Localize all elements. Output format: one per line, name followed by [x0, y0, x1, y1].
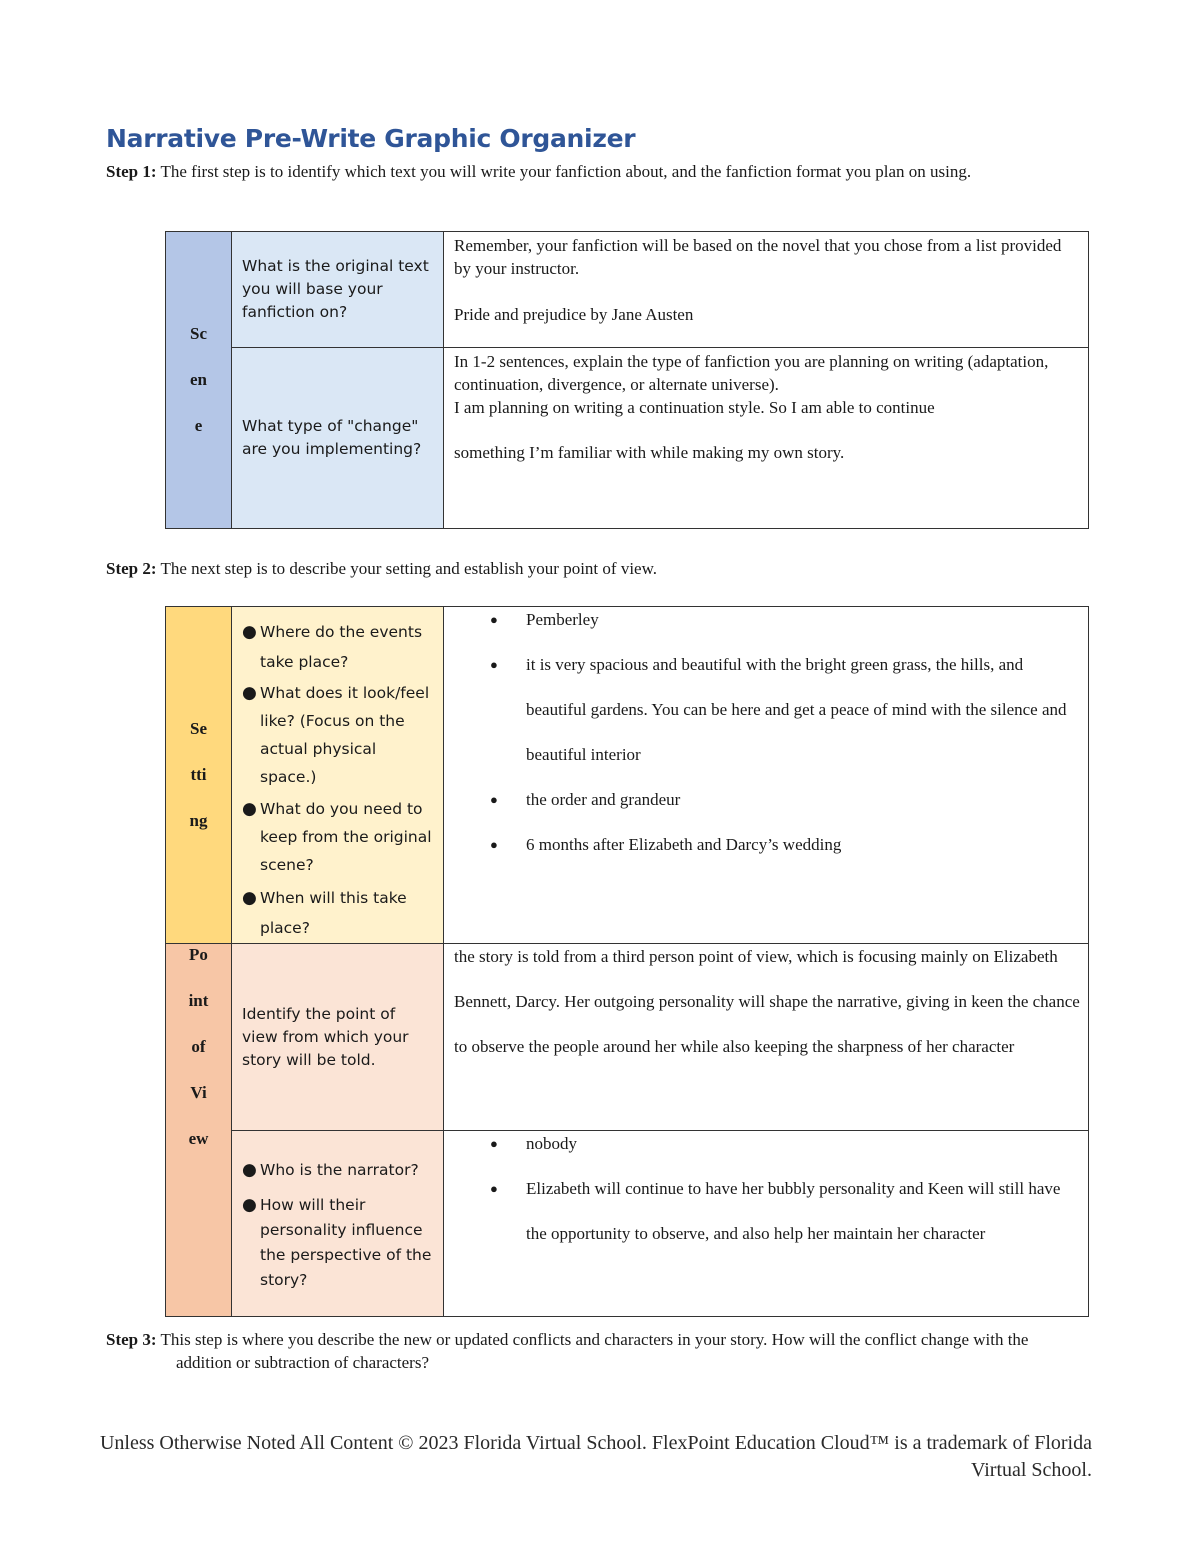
- setting-answer-item: ● Pemberley: [454, 597, 1078, 642]
- step-1-label: Step 1:: [106, 162, 157, 181]
- copyright-footer: Unless Otherwise Noted All Content © 2023 Florida Virtual School. FlexPoint Education Cloud™ is a trademark of Florida Virtual School.: [99, 1432, 1092, 1481]
- step-2-label: Step 2:: [106, 559, 157, 578]
- bullet-icon: ●: [490, 837, 498, 852]
- bullet-icon: ●: [490, 657, 498, 672]
- scene-side-label: Sc en e: [166, 232, 232, 529]
- bullet-icon: ●: [490, 1181, 498, 1196]
- bullet-icon: ●: [490, 612, 498, 627]
- setting-question-item: ● What does it look/feel like? (Focus on the actual physical space.): [242, 679, 433, 791]
- pov-answers-narrator[interactable]: [444, 1131, 1089, 1317]
- pov-questions-narrator: [232, 1131, 444, 1317]
- scene-answer-original-text[interactable]: [444, 232, 1089, 348]
- bullet-icon: ●: [242, 1159, 257, 1180]
- page-title: Narrative Pre-Write Graphic Organizer: [106, 124, 636, 153]
- bullet-icon: ●: [242, 799, 257, 819]
- pov-question-item: ● How will their personality influence the perspective of the story?: [242, 1194, 432, 1289]
- pov-side-label: Po int of Vi ew: [166, 944, 232, 1317]
- setting-side-label: Se tti ng: [166, 607, 232, 944]
- bullet-icon: ●: [242, 622, 257, 642]
- setting-question-item: ● What do you need to keep from the original scene?: [242, 795, 433, 879]
- scene-response-original-text: Pride and prejudice by Jane Austen: [454, 305, 694, 324]
- setting-answer-item: ● 6 months after Elizabeth and Darcy’s wedding: [454, 822, 1078, 867]
- step-3-text: This step is where you describe the new or updated conflicts and characters in your story. How will the conflict change with the addition or subtraction of characters?: [160, 1330, 1029, 1372]
- step-3-label: Step 3:: [106, 1330, 157, 1349]
- step-2-instructions: [106, 557, 1066, 580]
- step-3-instructions: [106, 1328, 1066, 1374]
- scene-response-change-type-line-2: something I’m familiar with while making my own story.: [454, 443, 845, 462]
- step-1-text: The first step is to identify which text you will write your fanfiction about, and the fanfiction format you plan on using.: [160, 162, 972, 181]
- scene-prompt-change-type: In 1-2 sentences, explain the type of fanfiction you are planning on writing (adaptation, continuation, divergence, or alternate universe).: [454, 352, 1049, 394]
- scene-table: [165, 231, 1089, 529]
- bullet-icon: ●: [490, 792, 498, 807]
- scene-prompt-original-text: Remember, your fanfiction will be based on the novel that you chose from a list provided by your instructor.: [454, 236, 1062, 278]
- pov-answer-identify[interactable]: [444, 944, 1089, 1131]
- setting-answer-item: ● the order and grandeur: [454, 777, 1078, 822]
- scene-answer-change-type[interactable]: [444, 348, 1089, 529]
- step-1-instructions: [106, 160, 1066, 183]
- pov-answer-item: ● nobody: [454, 1121, 1078, 1166]
- setting-pov-table: [165, 606, 1089, 1317]
- bullet-icon: ●: [242, 888, 257, 908]
- setting-question-item: ● Where do the events take place?: [242, 617, 433, 677]
- setting-question-item: ● When will this take place?: [242, 883, 433, 943]
- setting-answers[interactable]: [444, 607, 1089, 944]
- bullet-icon: ●: [242, 683, 257, 703]
- scene-question-original-text: What is the original text you will base your fanfiction on?: [232, 232, 444, 348]
- scene-response-change-type-line-1: I am planning on writing a continuation style. So I am able to continue: [454, 398, 935, 417]
- step-2-text: The next step is to describe your setting and establish your point of view.: [160, 559, 658, 578]
- pov-question-item: ● Who is the narrator?: [242, 1155, 433, 1185]
- bullet-icon: ●: [242, 1194, 257, 1215]
- scene-question-change-type: What type of "change" are you implementing?: [232, 348, 444, 529]
- bullet-icon: ●: [490, 1136, 498, 1151]
- pov-answer-item: ● Elizabeth will continue to have her bubbly personality and Keen will still have the opportunity to observe, and also help her maintain her character: [454, 1166, 1078, 1256]
- setting-questions: [232, 607, 444, 944]
- pov-question-identify: Identify the point of view from which your story will be told.: [232, 944, 444, 1131]
- setting-answer-item: ● it is very spacious and beautiful with the bright green grass, the hills, and beautiful gardens. You can be here and get a peace of mind with the silence and beautiful interior: [454, 642, 1078, 777]
- pov-response-identify: the story is told from a third person point of view, which is focusing mainly on Elizabeth Bennett, Darcy. Her outgoing personality will shape the narrative, giving in keen the chance to observe the people around her while also keeping the sharpness of her character: [454, 947, 1080, 1056]
